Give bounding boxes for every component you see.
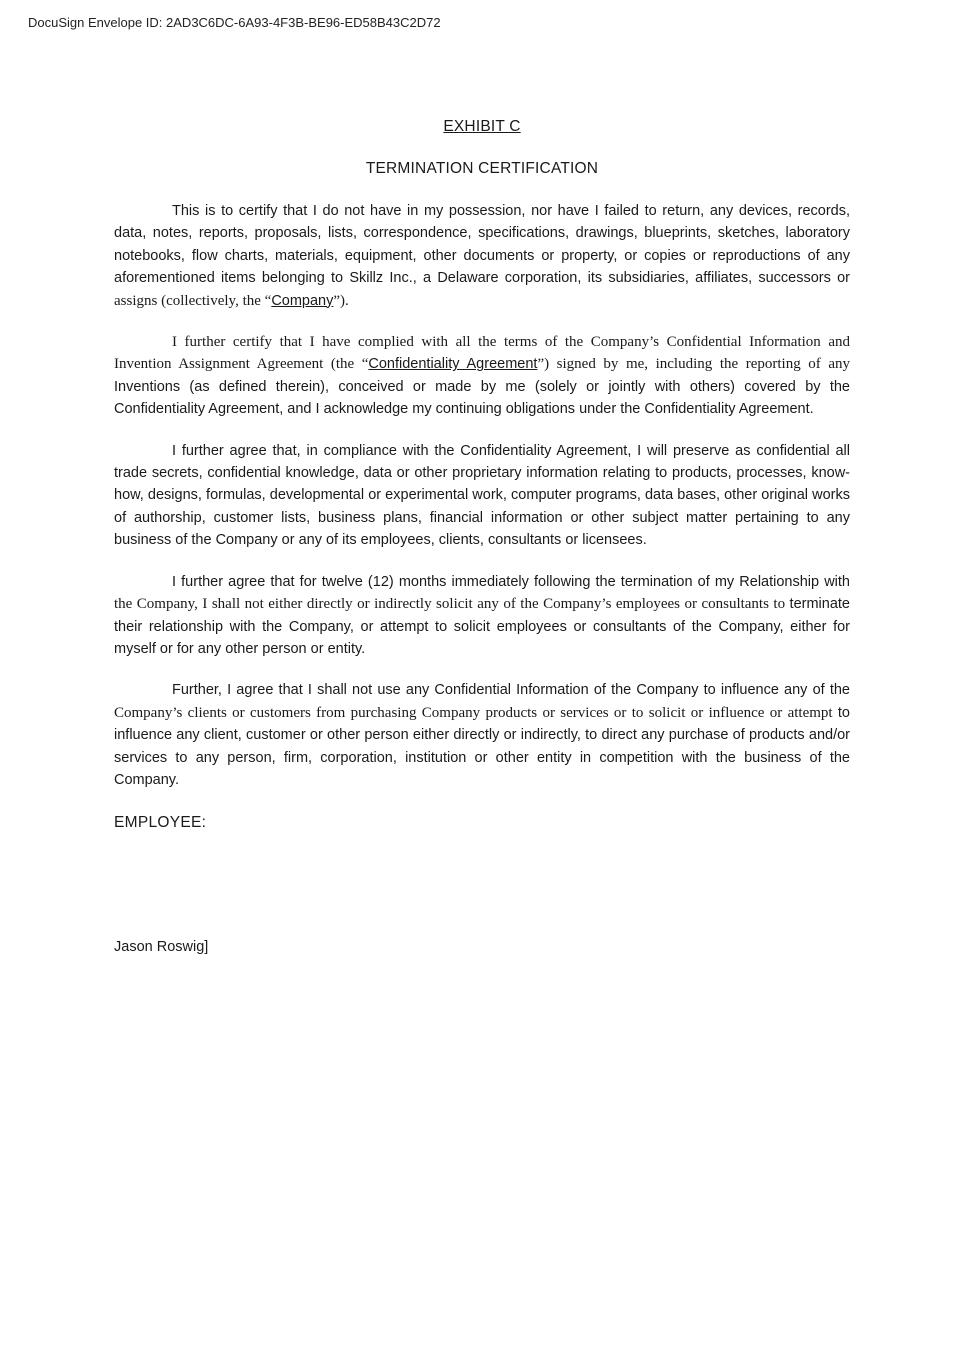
paragraph-text-serif: ”) signed by me, including the reporting of any [537,356,850,373]
paragraph-compliance-certification [114,331,850,421]
employee-signature-label: EMPLOYEE: [114,814,207,832]
paragraph-non-interference [114,679,850,791]
paragraph-text-serif: Company’s clients or customers from purchasing Company products or services or to solicit or influence or attempt [114,704,838,721]
paragraph-text-serif: the Company, I shall not either directly or indirectly solicit any of the Company’s employees or consultants to [114,596,790,613]
paragraph-non-solicitation [114,571,850,661]
paragraph-text: terminate their relationship with the Company, or attempt to solicit employees or consultants of the Company, either for myself or for any other person or entity. [114,596,850,657]
docusign-envelope-id: DocuSign Envelope ID: 2AD3C6DC-6A93-4F3B-BE96-ED58B43C2D72 [28,15,441,30]
paragraph-text: I further agree that for twelve (12) months immediately following the termination of my Relationship with [172,573,850,590]
paragraph-confidentiality-obligation: I further agree that, in compliance with the Confidentiality Agreement, I will preserve as confidential all trade secrets, confidential knowledge, data or other proprietary information relating to products, processes, know-how, designs, formulas, developmental or experimental work, computer programs, data bases, other original works of authorship, customer lists, business plans, financial information or other subject matter pertaining to any business of the Company or any of its employees, clients, consultants or licensees. [114,442,850,549]
paragraph-text-serif: I further certify that I have complied with all the terms of the Company’s Confidential Information and Invention Assignment Agreement (the “ [114,334,850,373]
paragraph-possession-certification [114,200,850,312]
paragraph-text: Inventions (as defined therein), conceived or made by me (solely or jointly with others) covered by the Confidentiality Agreement, and I acknowledge my continuing obligations under the Confidentiality Agreement. [114,378,850,418]
document-body [114,116,850,958]
document-title: TERMINATION CERTIFICATION [365,160,599,177]
paragraph-text-serif: assigns (collectively, the “ [114,292,272,309]
exhibit-heading: EXHIBIT C [443,118,521,135]
defined-term-company: Company [271,292,334,309]
paragraph-text-serif: ”). [333,292,349,309]
paragraph-text: Further, I agree that I shall not use any Confidential Information of the Company to influence any of the [172,682,850,699]
paragraph-text: to influence any client, customer or other person either directly or indirectly, to direct any purchase of products and/or services to any person, firm, corporation, institution or other entity in competition with the business of the Company. [114,704,850,788]
employee-name: Jason Roswig] [114,939,209,956]
paragraph-text: This is to certify that I do not have in my possession, nor have I failed to return, any devices, records, data, notes, reports, proposals, lists, correspondence, specifications, drawings, blueprints, sketches, laboratory notebooks, flow charts, materials, equipment, other documents or property, or copies or reproductions of any aforementioned items belonging to Skillz Inc., a Delaware corporation, its subsidiaries, affiliates, successors or [114,203,850,287]
defined-term-confidentiality-agreement: Confidentiality Agreement [368,356,538,373]
